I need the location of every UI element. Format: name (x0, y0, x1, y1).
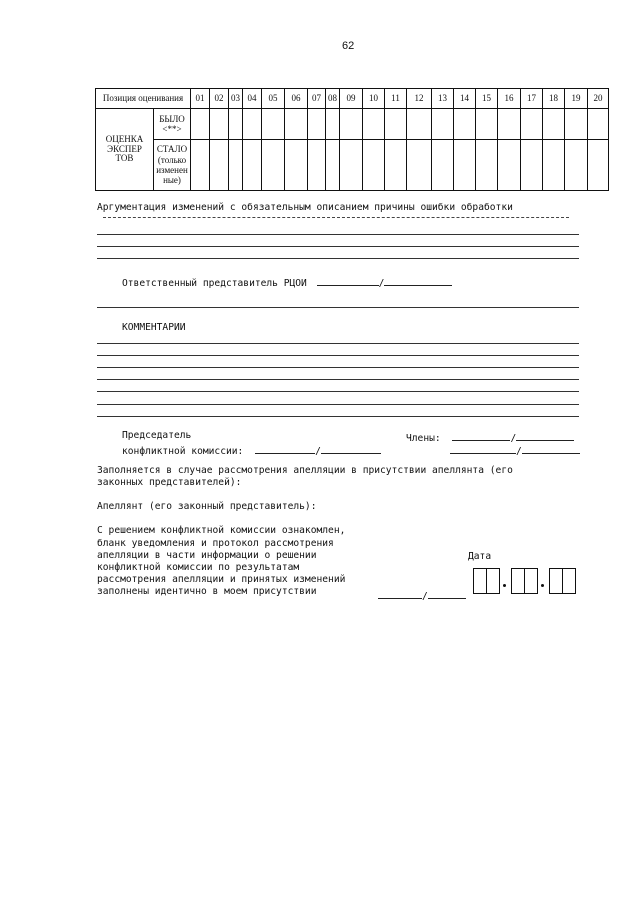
members-row-2 (450, 444, 580, 457)
score-cell[interactable] (454, 140, 476, 191)
expert-evaluation-label: ОЦЕНКА ЭКСПЕР ТОВ (96, 109, 154, 191)
column-header: 19 (565, 89, 588, 109)
score-cell[interactable] (385, 140, 407, 191)
appellant-label: Апеллянт (его законный представитель): (97, 501, 317, 512)
column-header: 05 (262, 89, 285, 109)
column-header: 18 (543, 89, 565, 109)
comment-line[interactable] (97, 404, 579, 405)
score-cell[interactable] (476, 109, 498, 140)
score-cell[interactable] (543, 109, 565, 140)
score-cell[interactable] (243, 140, 262, 191)
score-cell[interactable] (385, 109, 407, 140)
score-cell[interactable] (432, 140, 454, 191)
comment-line[interactable] (97, 343, 579, 344)
column-header: 03 (229, 89, 243, 109)
page-number: 62 (342, 40, 355, 52)
chairman-role-label: конфликтной комиссии: (122, 446, 244, 457)
score-cell[interactable] (326, 140, 340, 191)
position-header: Позиция оценивания (96, 89, 191, 109)
name-field[interactable] (384, 276, 452, 286)
appeal-note-line-2: законных представителей): (97, 477, 242, 488)
separator: / (315, 446, 321, 457)
responsible-representative-row (122, 276, 452, 289)
divider-line (97, 307, 579, 308)
member-name-field[interactable] (516, 431, 574, 441)
score-cell[interactable] (476, 140, 498, 191)
column-header: 20 (588, 89, 609, 109)
comment-line[interactable] (97, 355, 579, 356)
score-cell[interactable] (191, 140, 210, 191)
member-signature-field[interactable] (450, 444, 516, 454)
acknowledgement-line: апелляции в части информации о решении (97, 550, 317, 561)
score-cell[interactable] (285, 109, 308, 140)
row-was-label: БЫЛО <**> (154, 109, 191, 140)
separator: / (516, 446, 522, 457)
column-header: 09 (340, 89, 363, 109)
score-cell[interactable] (243, 109, 262, 140)
score-cell[interactable] (363, 140, 385, 191)
table-header-row (96, 89, 609, 109)
member-name-field[interactable] (522, 444, 580, 454)
acknowledgement-line: С решением конфликтной комиссии ознакомлен, (97, 525, 346, 536)
table-row-now (96, 140, 609, 191)
score-cell[interactable] (308, 140, 326, 191)
members-row-1 (406, 431, 574, 444)
table-row-was (96, 109, 609, 140)
column-header: 07 (308, 89, 326, 109)
date-label: Дата (468, 551, 492, 562)
score-cell[interactable] (521, 140, 543, 191)
score-cell[interactable] (210, 109, 229, 140)
row-now-label: СТАЛО (только изменен ные) (154, 140, 191, 191)
score-cell[interactable] (210, 140, 229, 191)
writing-line[interactable] (97, 246, 579, 247)
acknowledgement-line: бланк уведомления и протокол рассмотрения (97, 538, 334, 549)
score-cell[interactable] (588, 140, 609, 191)
score-cell[interactable] (262, 140, 285, 191)
score-cell[interactable] (308, 109, 326, 140)
score-cell[interactable] (229, 140, 243, 191)
score-cell[interactable] (262, 109, 285, 140)
score-cell[interactable] (363, 109, 385, 140)
column-header: 17 (521, 89, 543, 109)
argumentation-label: Аргументация изменений с обязательным описанием причины ошибки обработки (97, 202, 513, 213)
comment-line[interactable] (97, 379, 579, 380)
separator: / (510, 433, 517, 444)
score-cell[interactable] (340, 140, 363, 191)
score-cell[interactable] (229, 109, 243, 140)
column-header: 04 (243, 89, 262, 109)
date-separator-dot (541, 584, 544, 587)
members-label: Члены: (406, 433, 441, 444)
acknowledgement-line: конфликтной комиссии по результатам (97, 562, 300, 573)
acknowledgement-line: рассмотрения апелляции и принятых изменений (97, 574, 346, 585)
score-cell[interactable] (326, 109, 340, 140)
score-cell[interactable] (340, 109, 363, 140)
chairman-signature-row (122, 444, 381, 457)
chairman-signature-field[interactable] (255, 444, 315, 454)
column-header: 06 (285, 89, 308, 109)
writing-line[interactable] (97, 234, 579, 235)
score-cell[interactable] (565, 109, 588, 140)
chairman-name-field[interactable] (321, 444, 381, 454)
appellant-signature-field[interactable] (378, 589, 422, 599)
separator: / (378, 278, 385, 289)
date-month-box[interactable] (511, 568, 538, 594)
score-cell[interactable] (407, 109, 432, 140)
comments-label: КОММЕНТАРИИ (122, 322, 186, 333)
score-cell[interactable] (498, 109, 521, 140)
score-cell[interactable] (407, 140, 432, 191)
member-signature-field[interactable] (452, 431, 510, 441)
comment-line[interactable] (97, 367, 579, 368)
comment-line[interactable] (97, 391, 579, 392)
responsible-label: Ответственный представитель РЦОИ (122, 278, 307, 289)
score-cell[interactable] (565, 140, 588, 191)
appellant-name-field[interactable] (428, 589, 466, 599)
score-cell[interactable] (432, 109, 454, 140)
column-header: 01 (191, 89, 210, 109)
column-header: 10 (363, 89, 385, 109)
column-header: 15 (476, 89, 498, 109)
chairman-label: Председатель (122, 430, 192, 441)
writing-line[interactable] (97, 258, 579, 259)
score-cell[interactable] (543, 140, 565, 191)
score-cell[interactable] (588, 109, 609, 140)
column-header: 13 (432, 89, 454, 109)
column-header: 08 (326, 89, 340, 109)
score-cell[interactable] (454, 109, 476, 140)
acknowledgement-line: заполнены идентично в моем присутствии (97, 586, 317, 597)
evaluation-table (95, 88, 609, 191)
date-year-box[interactable] (549, 568, 576, 594)
appeal-note-line-1: Заполняется в случае рассмотрения апелляции в присутствии апеллянта (его (97, 465, 513, 476)
column-header: 16 (498, 89, 521, 109)
column-header: 14 (454, 89, 476, 109)
signature-field[interactable] (317, 276, 379, 286)
score-cell[interactable] (498, 140, 521, 191)
comment-line[interactable] (97, 416, 579, 417)
score-cell[interactable] (191, 109, 210, 140)
score-cell[interactable] (521, 109, 543, 140)
column-header: 11 (385, 89, 407, 109)
column-header: 12 (407, 89, 432, 109)
separator: / (422, 591, 428, 602)
score-cell[interactable] (285, 140, 308, 191)
date-day-box[interactable] (473, 568, 500, 594)
appellant-signature-row (378, 589, 466, 602)
dashed-rule (103, 217, 569, 218)
date-separator-dot (503, 584, 506, 587)
column-header: 02 (210, 89, 229, 109)
